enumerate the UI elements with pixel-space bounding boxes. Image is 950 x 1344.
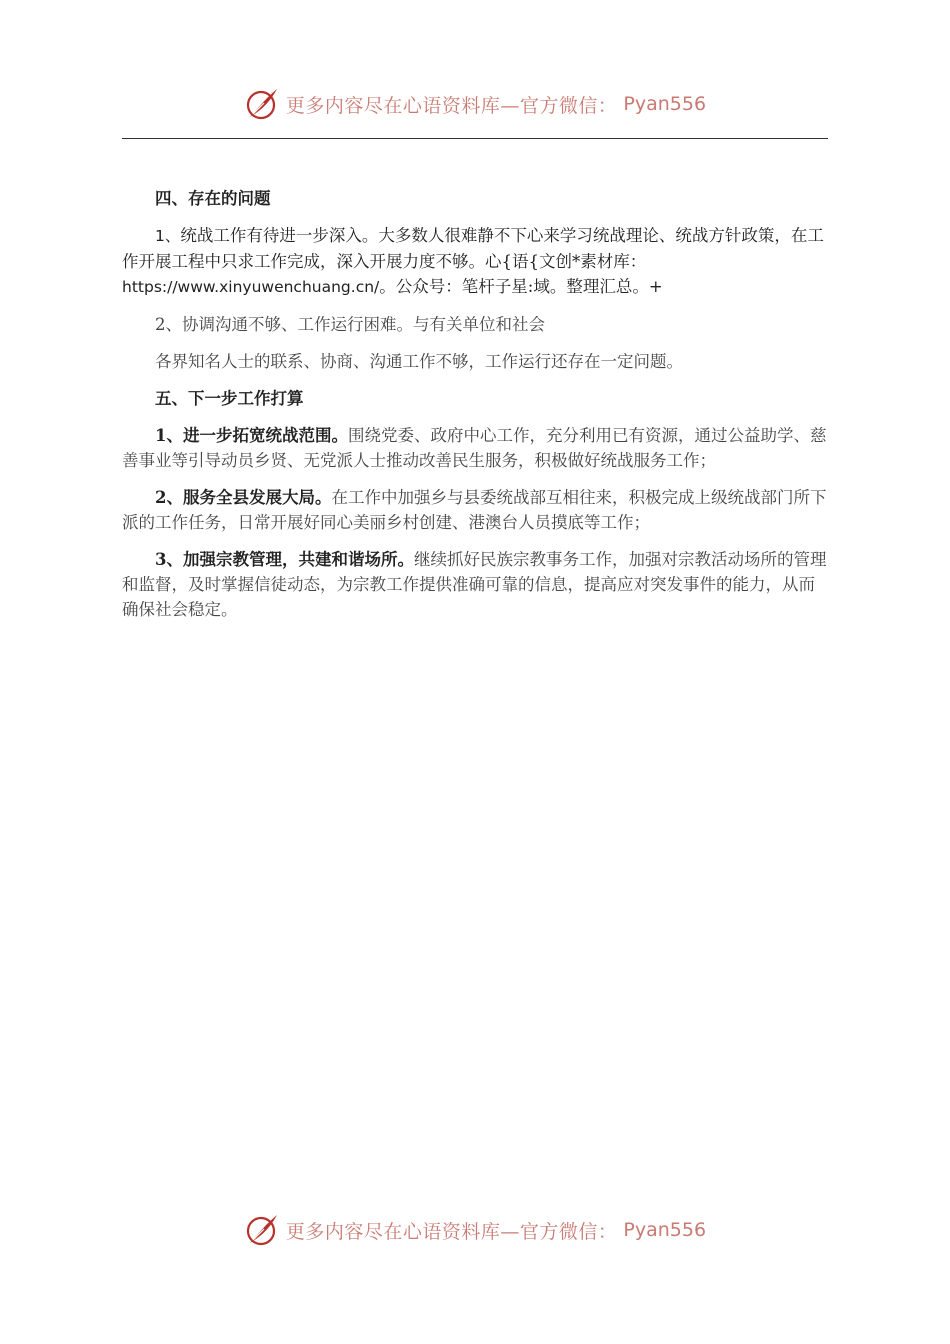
p1-text: 统战工作有待进一步深入。大多数人很难静不下心来学习统战理论、统战方针政策，在工作开展工程中只求工作完成，深入开展力度不够。心{语{文创*素材库：: [122, 226, 824, 271]
item-2-bold: 2、服务全县发展大局。: [155, 488, 332, 507]
quill-logo-icon: [244, 1212, 280, 1248]
quill-logo-icon: [244, 86, 280, 122]
section4-paragraph-1: [122, 223, 828, 300]
footer-banner-text: 更多内容尽在心语资料库—官方微信：: [285, 1220, 618, 1243]
p1-tail: 。公众号：笔杆子星:域。整理汇总。+: [379, 277, 663, 296]
p1-url: https://www.xinyuwenchuang.cn/: [122, 278, 380, 296]
header-banner: [0, 86, 950, 122]
section4-paragraph-2: 2、协调沟通不够、工作运行困难。与有关单位和社会: [155, 315, 545, 334]
section5-heading: 五、下一步工作打算: [155, 389, 304, 408]
item-1-bold: 1、进一步拓宽统战范围。: [155, 426, 348, 445]
section5-item-1: [122, 423, 828, 473]
footer-banner: [0, 1212, 950, 1248]
section5-item-2: [122, 485, 828, 535]
item-3-text: 继续抓好民族宗教事务工作，加强对宗教活动场所的管理和监督，及时掌握信徒动态，为宗教工作提供准确可靠的信息，提高应对突发事件的能力，从而确保社会稳定。: [122, 550, 827, 619]
banner-wechat-id: Pyan556: [623, 93, 707, 115]
section4-paragraph-3: 各界知名人士的联系、协商、沟通工作不够，工作运行还存在一定问题。: [155, 352, 683, 371]
banner-text: 更多内容尽在心语资料库—官方微信：: [285, 94, 618, 117]
section4-heading: 四、存在的问题: [155, 189, 271, 208]
section5-item-3: [122, 547, 828, 622]
item-1-text: 围绕党委、政府中心工作，充分利用已有资源，通过公益助学、慈善事业等引导动员乡贤、无党派人士推动改善民生服务，积极做好统战服务工作；: [122, 426, 827, 470]
footer-banner-wechat-id: Pyan556: [623, 1219, 707, 1241]
item-3-bold: 3、加强宗教管理，共建和谐场所。: [155, 550, 414, 569]
p1-number: 1、: [155, 227, 181, 245]
item-2-text: 在工作中加强乡与县委统战部互相往来，积极完成上级统战部门所下派的工作任务，日常开展好同心美丽乡村创建、港澳台人员摸底等工作；: [122, 488, 827, 532]
document-body: [122, 186, 828, 634]
header-rule: [122, 138, 828, 139]
